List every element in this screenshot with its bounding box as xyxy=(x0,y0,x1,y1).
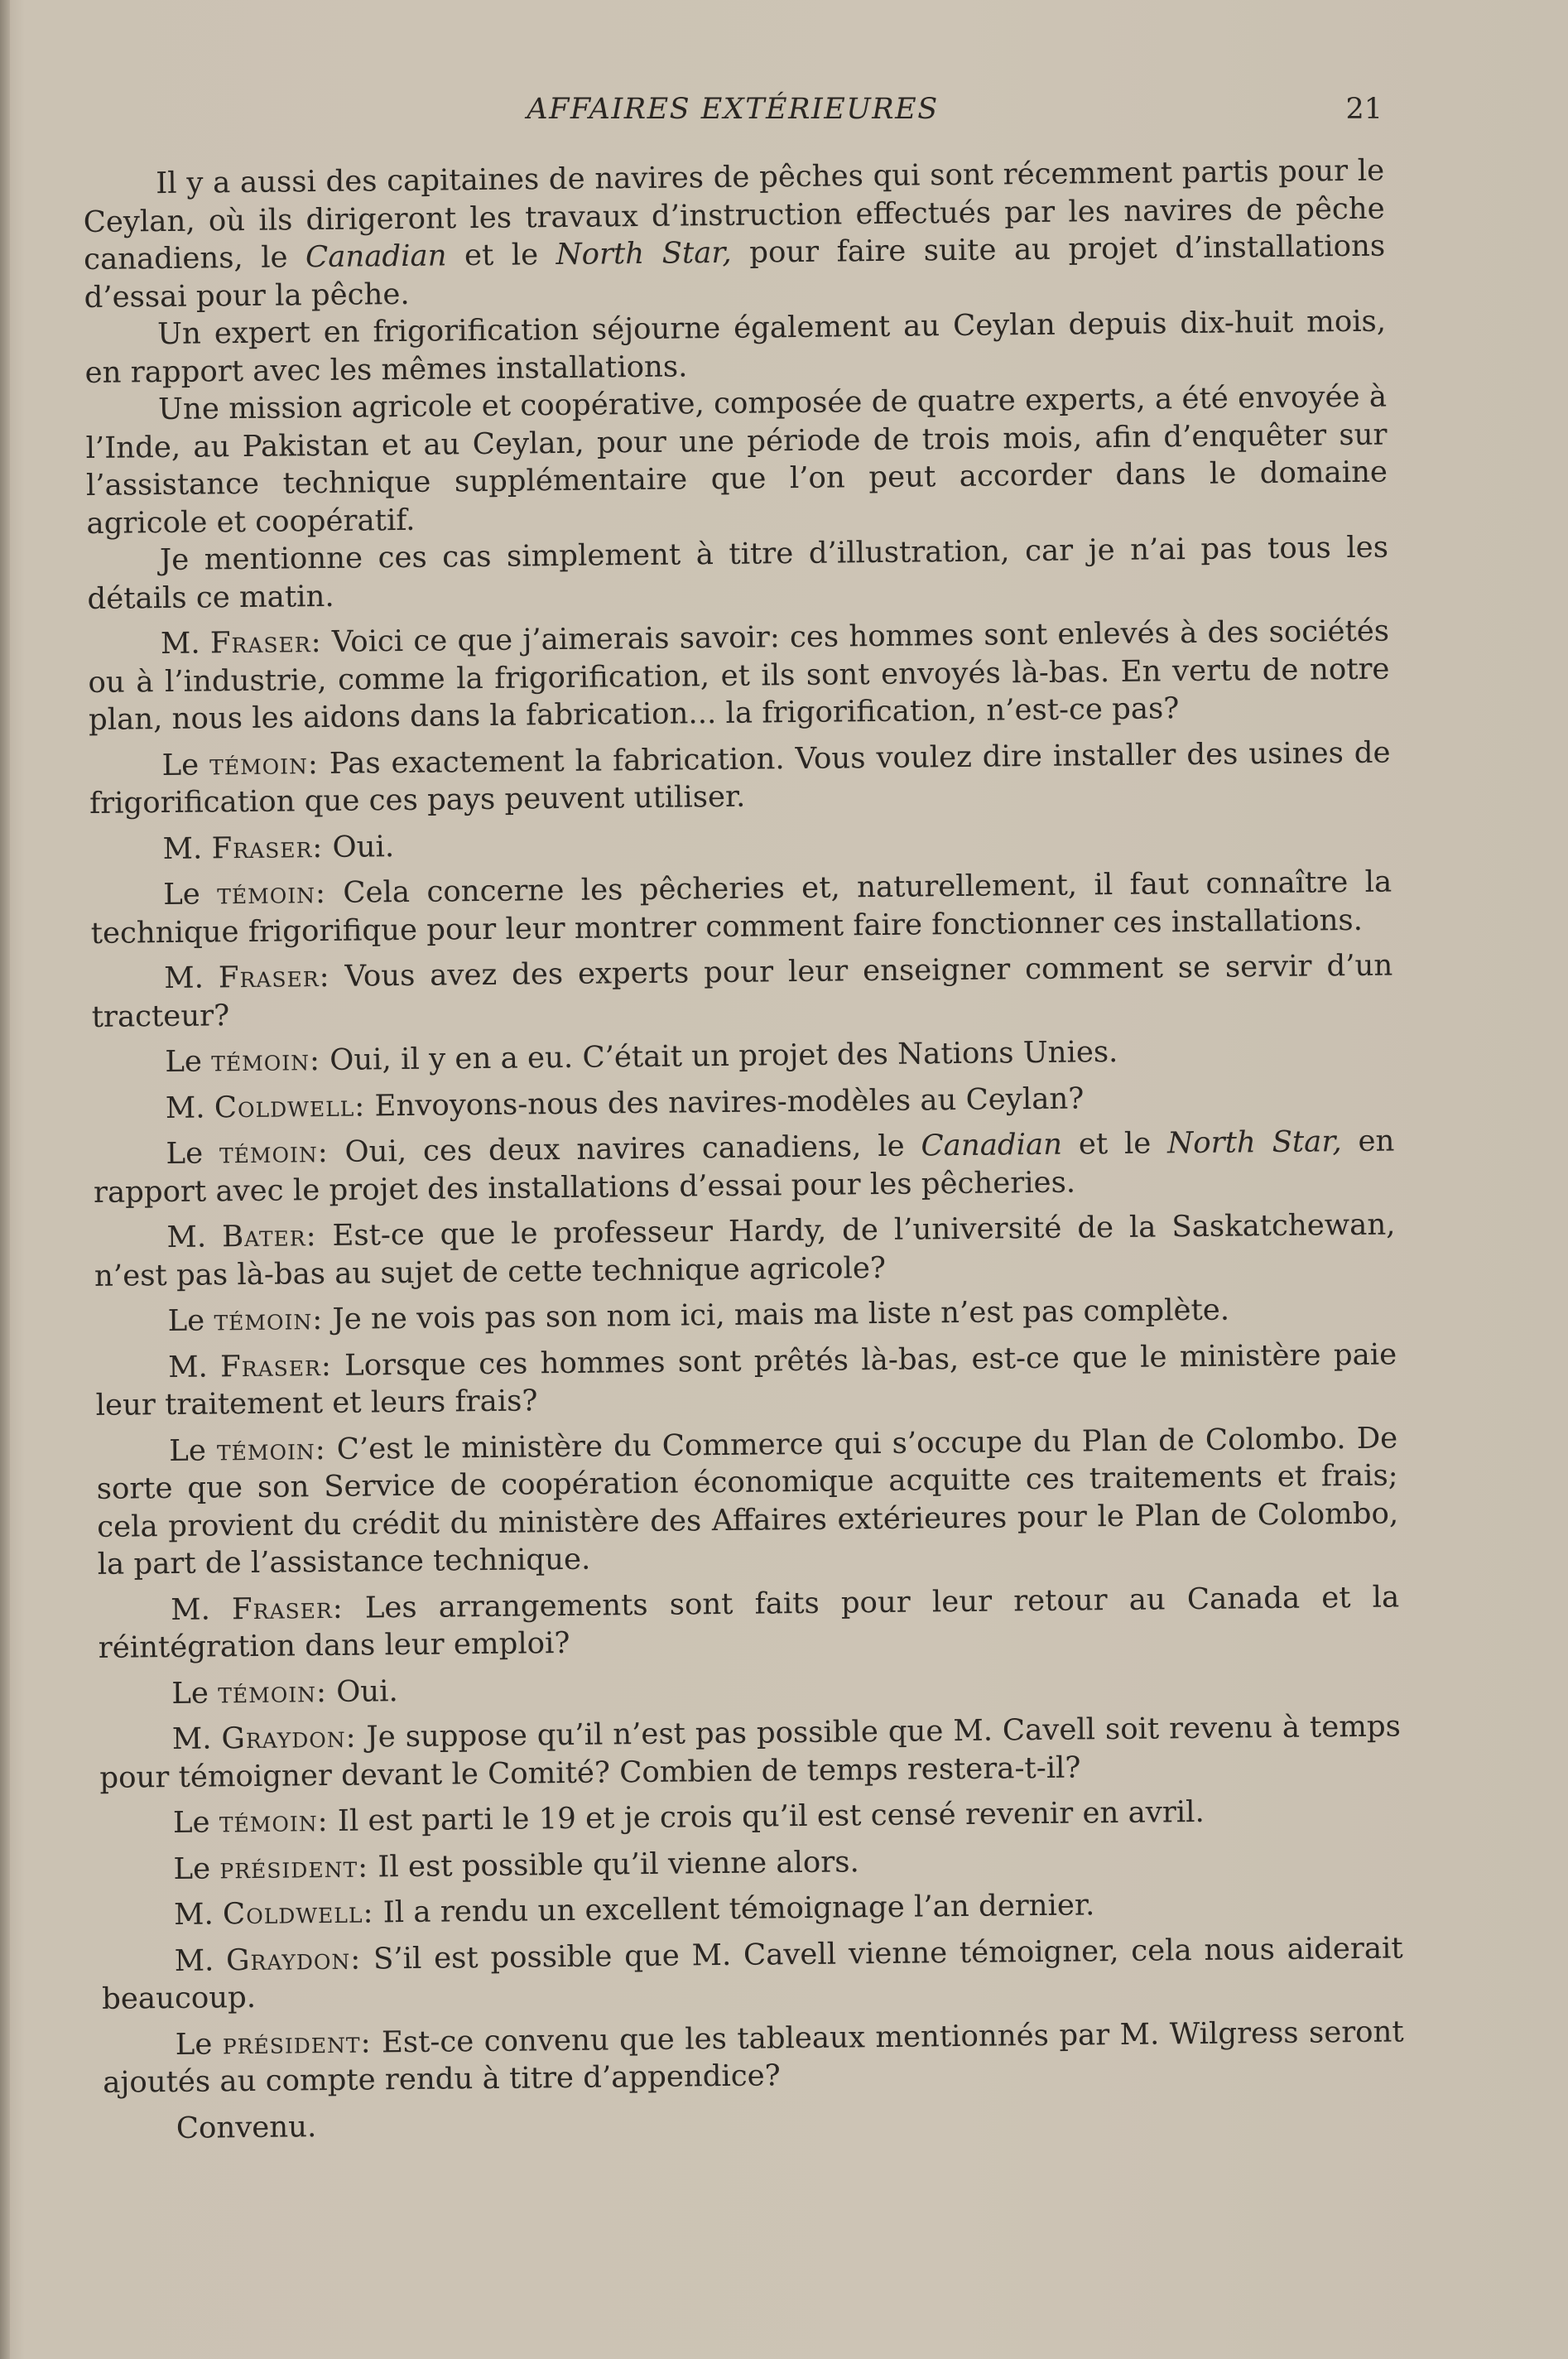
paragraph xyxy=(85,378,1388,542)
paragraph-text: Je mentionne ces cas simplement à titre d’illustration, car je n’ai pas tous les détails ce matin. xyxy=(87,530,1389,616)
paragraph-text: Il a rendu un excellent témoignage l’an dernier. xyxy=(373,1888,1095,1930)
paragraph-text: Oui, il y en a eu. C’était un projet des Nations Unies. xyxy=(320,1034,1118,1078)
page-spine-shadow xyxy=(0,0,10,2359)
italic-text: Canadian xyxy=(921,1127,1063,1163)
paragraph-text: Je suppose qu’il n’est pas possible que M. Cavell soit revenu à temps pour témoigner devant le Comité? Combien de temps restera-t-il? xyxy=(99,1709,1402,1795)
speaker-label: Coldwell: xyxy=(222,1895,374,1932)
paragraph-text: M. xyxy=(173,1897,224,1932)
paragraph-text: M. xyxy=(171,1591,233,1627)
paragraph xyxy=(89,734,1391,822)
paragraph-text: Le xyxy=(173,1851,220,1886)
paragraph xyxy=(101,1929,1403,2018)
speaker-label: Fraser: xyxy=(231,1591,344,1626)
speaker-label: Bater: xyxy=(221,1219,317,1254)
paragraph-text: Le xyxy=(169,1432,218,1468)
paragraph-text: Pas exactement la fabrication. Vous voulez dire installer des usines de frigorification que ces pays peuvent utiliser. xyxy=(89,734,1391,821)
paragraph xyxy=(103,2013,1405,2101)
speaker-label: Coldwell: xyxy=(214,1088,366,1124)
paragraph xyxy=(100,1837,1402,1889)
paragraph-text: Le xyxy=(172,1805,220,1840)
paragraph-text: Envoyons-nous des navires-modèles au Ceylan? xyxy=(365,1081,1085,1123)
paragraph xyxy=(91,946,1393,1035)
speaker-label: Fraser: xyxy=(218,959,330,995)
paragraph-text: Je ne vois pas son nom ici, mais ma liste n’est pas complète. xyxy=(323,1293,1230,1337)
paragraph-text: Oui. xyxy=(326,1673,399,1709)
speaker-label: Graydon: xyxy=(225,1942,362,1977)
paragraph-text: Le xyxy=(163,877,218,912)
paragraph xyxy=(103,2097,1405,2148)
paragraph-text: Le xyxy=(161,747,210,782)
paragraph-text: M. xyxy=(162,830,212,866)
paragraph xyxy=(89,817,1391,869)
paragraph-text: M. xyxy=(165,1090,215,1125)
paragraph-text: Le xyxy=(167,1303,214,1339)
speaker-label: Fraser: xyxy=(211,830,324,865)
speaker-label: témoin: xyxy=(219,1134,329,1171)
paragraph xyxy=(98,1578,1400,1667)
paragraph xyxy=(99,1662,1400,1713)
speaker-label: témoin: xyxy=(216,1432,326,1467)
paragraph xyxy=(96,1419,1399,1583)
speaker-label: témoin: xyxy=(217,875,327,912)
paragraph-text: C’est le ministère du Commerce qui s’occupe du Plan de Colombo. De sorte que son Service de coopération économique acquitte ces traitements et frais; cela provient du crédit du ministère des Affaires extérieures pour le Plan de Colombo, la part de l’assistance technique. xyxy=(96,1420,1399,1581)
paragraph xyxy=(100,1791,1402,1842)
paragraph-text: Cela concerne les pêcheries et, naturellement, il faut connaître la technique frigorifique pour leur montrer comment faire fonctionner ces installations. xyxy=(90,864,1392,951)
paragraph xyxy=(99,1707,1402,1796)
paragraph-text: Voici ce que j’aimerais savoir: ces hommes sont enlevés à des sociétés ou à l’industrie, comme la frigorification, et ils sont envoyés là-bas. En vertu de notre plan, nous les aidons dans la fabrication... la frigorification, n’est-ce pas? xyxy=(88,614,1390,737)
paragraph xyxy=(95,1336,1397,1424)
speaker-label: témoin: xyxy=(209,746,320,782)
paragraph xyxy=(101,1883,1402,1934)
paragraph xyxy=(93,1122,1395,1211)
paragraph-text: Une mission agricole et coopérative, composée de quatre experts, a été envoyée à l’Inde, au Pakistan et au Ceylan, pour une période de trois mois, afin d’enquêter sur l’assistance technique supplémentaire que l’on peut accorder dans le domaine agricole et coopératif. xyxy=(85,379,1388,541)
paragraph-text: Oui. xyxy=(323,829,395,864)
speaker-label: Graydon: xyxy=(221,1720,357,1756)
page-body xyxy=(83,152,1405,2156)
paragraph-text: M. xyxy=(160,626,211,662)
running-title: AFFAIRES EXTÉRIEURES xyxy=(527,93,939,126)
speaker-label: président: xyxy=(219,1849,369,1885)
italic-text: Canadian xyxy=(305,238,447,275)
paragraph xyxy=(93,1076,1394,1128)
paragraph-text: S’il est possible que M. Cavell vienne témoigner, cela nous aiderait beaucoup. xyxy=(101,1930,1403,2016)
paragraph-text: en rapport avec le projet des installations d’essai pour les pêcheries. xyxy=(93,1124,1395,1210)
speaker-label: témoin: xyxy=(219,1804,329,1840)
page-header xyxy=(83,93,1383,142)
paragraph-text: Le xyxy=(171,1675,219,1711)
paragraph-text: M. xyxy=(166,1220,223,1255)
paragraph-text: Convenu. xyxy=(176,2109,317,2145)
speaker-label: témoin: xyxy=(214,1302,324,1338)
speaker-label: président: xyxy=(222,2024,372,2061)
paragraph xyxy=(87,529,1389,618)
paragraph xyxy=(94,1289,1396,1341)
paragraph-text: Il y a aussi des capitaines de navires de pêches qui sont récemment partis pour le Ceylan, où ils dirigeront les travaux d’instruction effectués par les navires de pêche canadiens, le xyxy=(83,153,1385,277)
speaker-label: Fraser: xyxy=(219,1348,333,1384)
paragraph-text: Il est possible qu’il vienne alors. xyxy=(368,1844,859,1884)
paragraph-text: M. xyxy=(174,1943,227,1978)
italic-text: North Star, xyxy=(556,235,732,272)
paragraph-text: Lorsque ces hommes sont prêtés là-bas, est-ce que le ministère paie leur traitement et leurs frais? xyxy=(95,1336,1397,1423)
paragraph xyxy=(94,1206,1396,1294)
paragraph xyxy=(84,303,1387,392)
italic-text: North Star, xyxy=(1166,1124,1342,1161)
paragraph-text: M. xyxy=(164,960,219,996)
paragraph xyxy=(83,152,1386,316)
paragraph-text: Est-ce convenu que les tableaux mentionnés par M. Wilgress seront ajoutés au compte rendu à titre d’appendice? xyxy=(103,2014,1404,2100)
paragraph xyxy=(90,863,1392,951)
paragraph-text: Un expert en frigorification séjourne également au Ceylan depuis dix-huit mois, en rapport avec les mêmes installations. xyxy=(84,304,1387,390)
paragraph-text: Oui, ces deux navires canadiens, le xyxy=(328,1129,921,1169)
paragraph-text: Il est parti le 19 et je crois qu’il est censé revenir en avril. xyxy=(328,1794,1205,1839)
speaker-label: témoin: xyxy=(210,1043,321,1079)
paragraph-text: et le xyxy=(446,238,556,273)
paragraph-text: M. xyxy=(167,1349,221,1384)
paragraph-text: Est-ce que le professeur Hardy, de l’université de la Saskatchewan, n’est pas là-bas au sujet de cette technique agricole? xyxy=(94,1207,1396,1293)
paragraph-text: et le xyxy=(1061,1126,1168,1162)
paragraph xyxy=(92,1030,1393,1081)
paragraph-text: Le xyxy=(175,2026,224,2062)
paragraph-text: Vous avez des experts pour leur enseigner comment se servir d’un tracteur? xyxy=(91,948,1393,1034)
paragraph-text: pour faire suite au projet d’installations d’essai pour la pêche. xyxy=(84,229,1386,315)
page-number: 21 xyxy=(1345,93,1383,126)
paragraph-text: Le xyxy=(165,1044,212,1080)
speaker-label: témoin: xyxy=(217,1674,328,1710)
paragraph-text: Les arrangements sont faits pour leur retour au Canada et la réintégration dans leur emploi? xyxy=(98,1579,1400,1665)
speaker-label: Fraser: xyxy=(209,625,322,661)
paragraph-text: Le xyxy=(166,1136,220,1172)
paragraph-text: M. xyxy=(171,1721,222,1756)
paragraph xyxy=(88,613,1390,739)
